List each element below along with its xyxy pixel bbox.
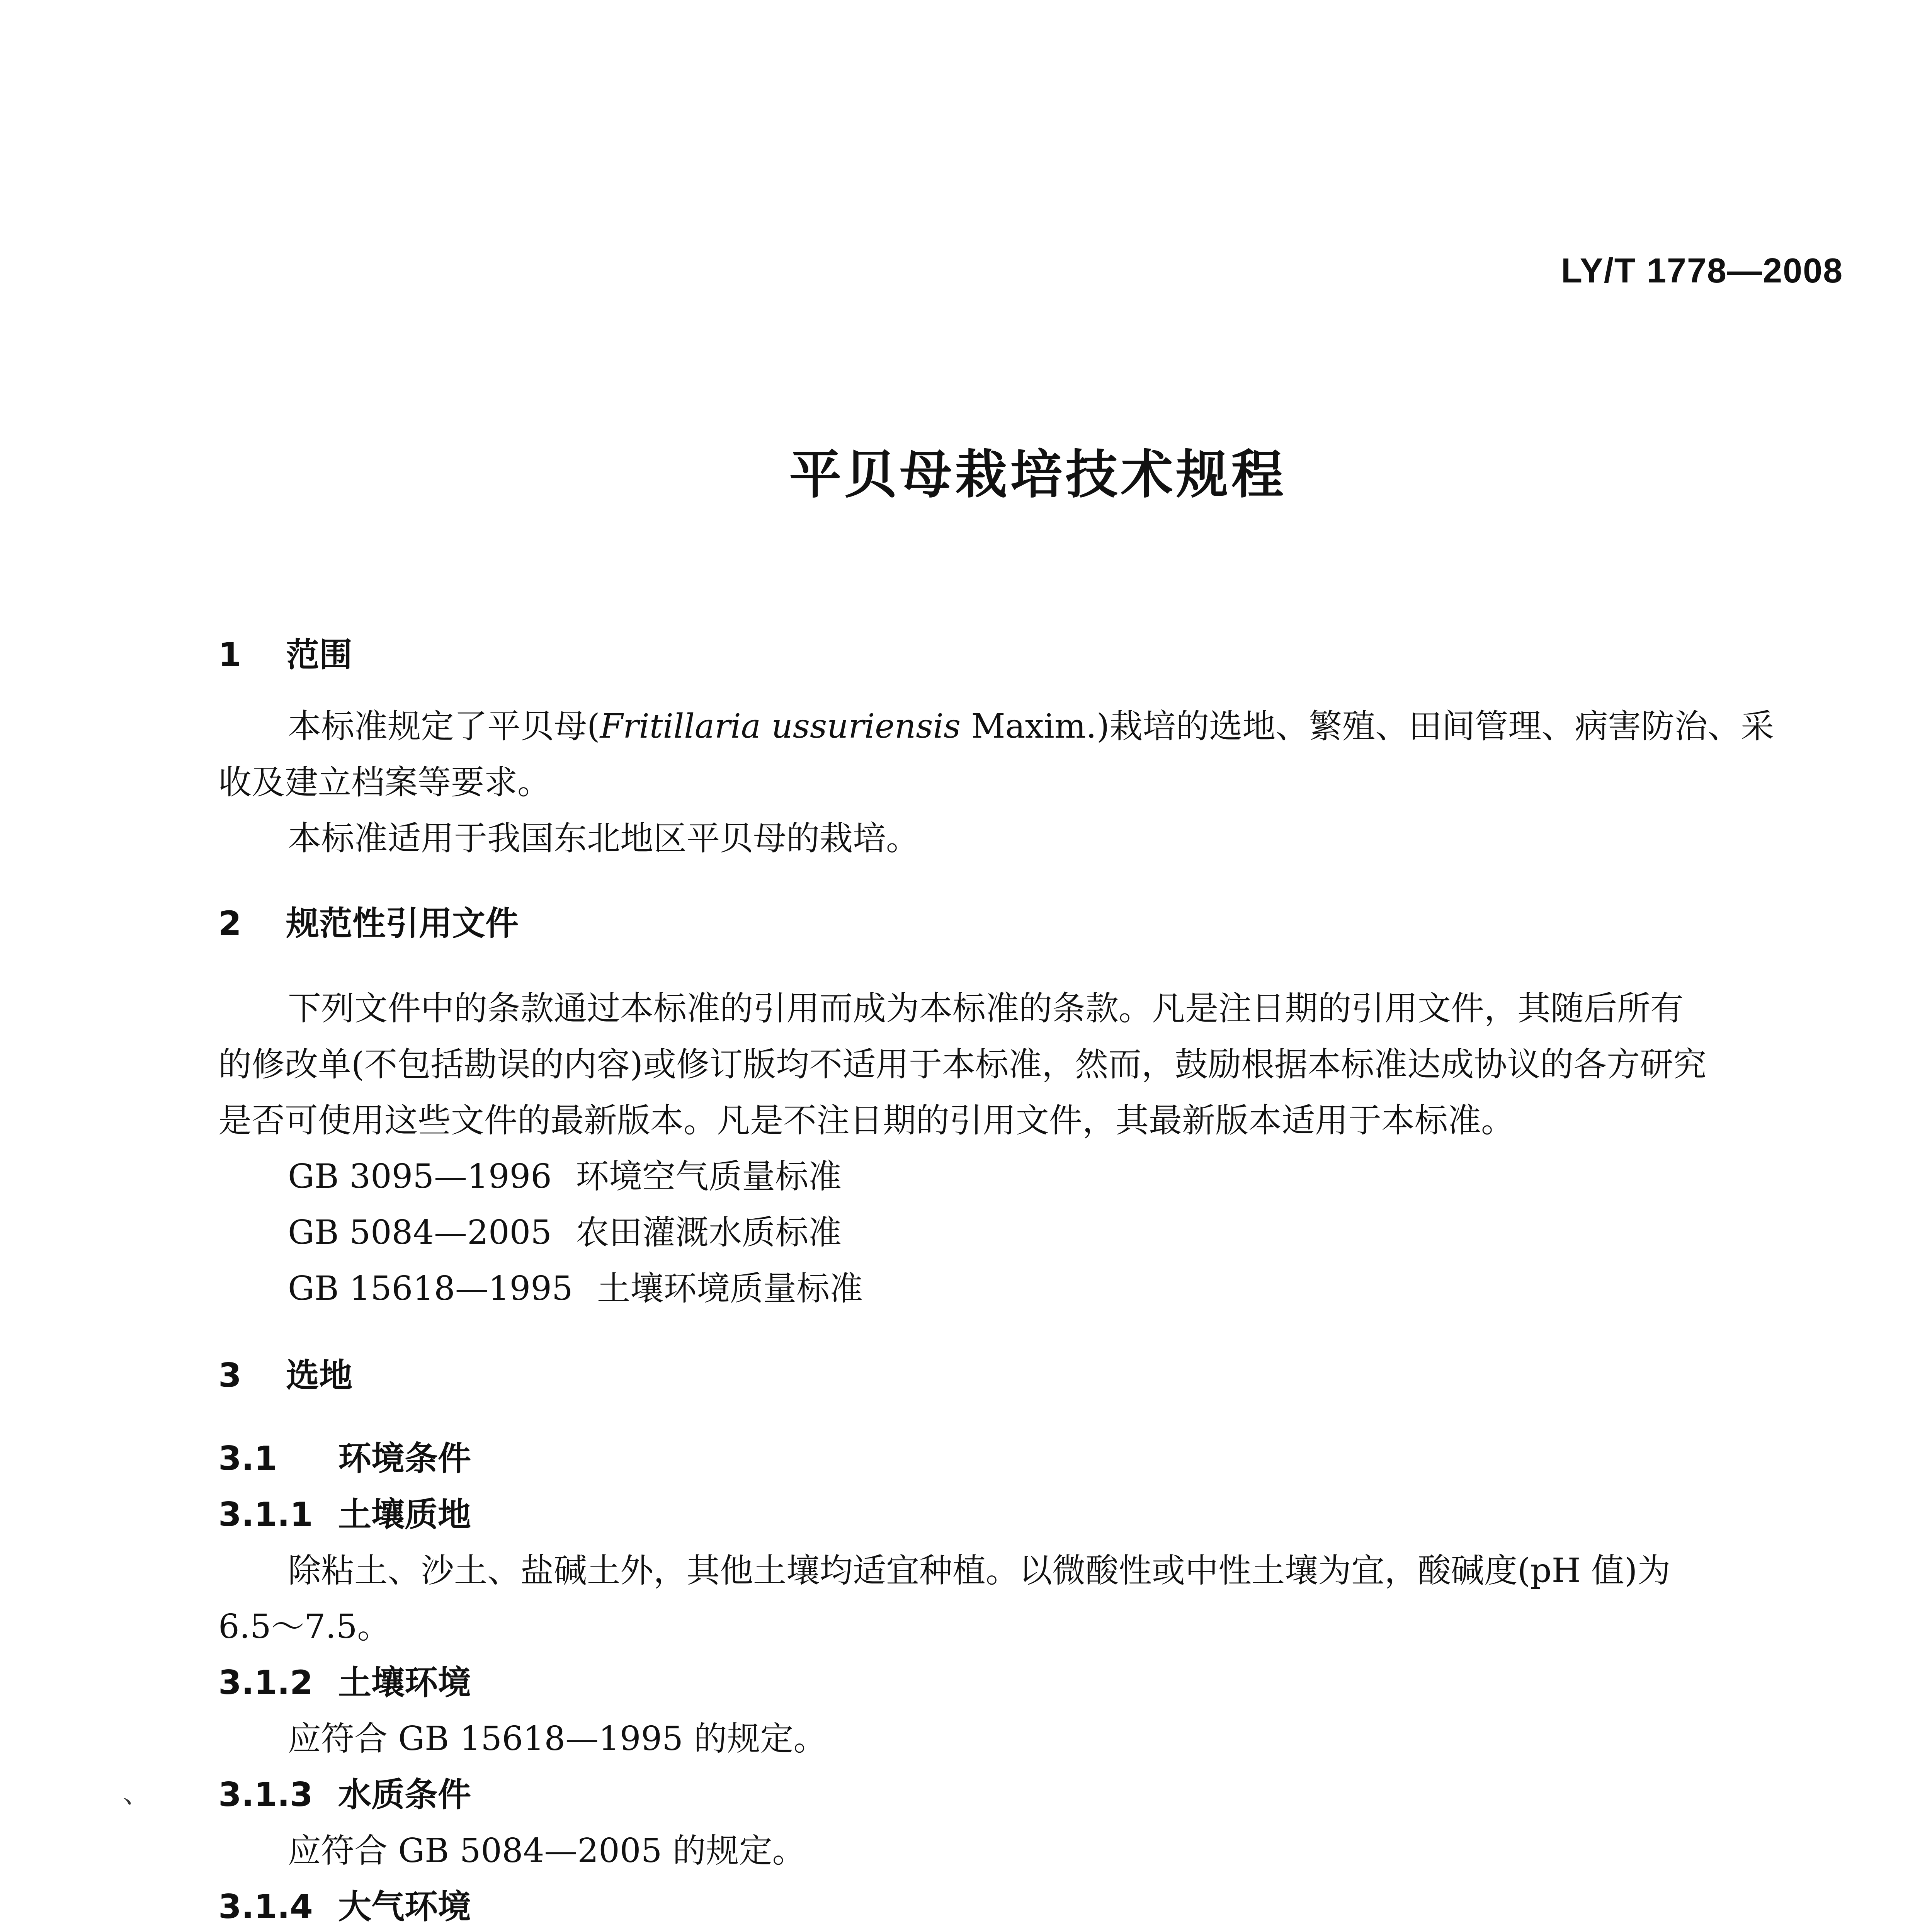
reference-item: [288, 1150, 842, 1197]
reference-name: 环境空气质量标准: [576, 1157, 842, 1196]
clause-title: 土壤环境: [338, 1663, 471, 1702]
text: Maxim.)栽培的选地、繁殖、田间管理、病害防治、采: [961, 707, 1774, 746]
clause-3-1-1-text-line-2: 6.5～7.5。: [218, 1607, 391, 1646]
clause-title: 大气环境: [338, 1888, 471, 1926]
reference-item: [288, 1206, 842, 1253]
standard-code: LY/T 1778—2008: [1561, 252, 1844, 290]
section-3-heading: [218, 1349, 352, 1396]
section-number: 3: [218, 1356, 242, 1395]
clause-3-1-1-heading: [218, 1488, 471, 1536]
clause-title: 土壤质地: [338, 1495, 471, 1534]
subsection-3-1-heading: [218, 1432, 471, 1480]
section-title: 规范性引用文件: [286, 904, 519, 943]
document-title: 平贝母栽培技术规程: [789, 444, 1287, 505]
text: 本标准规定了平贝母(: [288, 707, 600, 746]
section-number: 2: [218, 904, 242, 943]
clause-3-1-1-text-line-1: 除粘土、沙土、盐碱土外，其他土壤均适宜种植。以微酸性或中性土壤为宜，酸碱度(pH 值)为: [288, 1551, 1671, 1590]
section-2-paragraph-line-1: 下列文件中的条款通过本标准的引用而成为本标准的条款。凡是注日期的引用文件，其随后所有: [288, 989, 1684, 1028]
reference-code: GB 3095—1996: [288, 1157, 552, 1196]
clause-number: 3.1.3: [218, 1776, 313, 1814]
clause-title: 水质条件: [338, 1776, 471, 1814]
subsection-number: 3.1: [218, 1439, 277, 1478]
section-title: 范围: [286, 636, 352, 674]
section-number: 1: [218, 636, 242, 674]
scan-mark: 、: [123, 1777, 150, 1809]
clause-number: 3.1.2: [218, 1663, 313, 1702]
section-1-paragraph-1-line-1: [288, 699, 1774, 747]
clause-3-1-2-heading: [218, 1656, 471, 1704]
clause-3-1-4-heading: [218, 1880, 471, 1928]
clause-number: 3.1.4: [218, 1888, 313, 1926]
reference-code: GB 15618—1995: [288, 1269, 573, 1308]
species-name: Fritillaria ussuriensis: [600, 707, 961, 746]
reference-item: [288, 1262, 863, 1310]
section-2-paragraph-line-3: 是否可使用这些文件的最新版本。凡是不注日期的引用文件，其最新版本适用于本标准。: [218, 1101, 1514, 1140]
reference-name: 土壤环境质量标准: [597, 1269, 863, 1308]
clause-3-1-3-heading: [218, 1768, 471, 1816]
clause-number: 3.1.1: [218, 1495, 313, 1534]
section-2-paragraph-line-2: 的修改单(不包括勘误的内容)或修订版均不适用于本标准，然而，鼓励根据本标准达成协议的各方研究: [218, 1045, 1707, 1084]
section-1-paragraph-2: 本标准适用于我国东北地区平贝母的栽培。: [288, 819, 919, 858]
clause-3-1-2-text: 应符合 GB 15618—1995 的规定。: [288, 1719, 827, 1758]
reference-name: 农田灌溉水质标准: [576, 1213, 842, 1252]
clause-3-1-3-text: 应符合 GB 5084—2005 的规定。: [288, 1832, 806, 1870]
section-1-heading: [218, 628, 352, 676]
subsection-title: 环境条件: [338, 1439, 471, 1478]
section-2-heading: [218, 896, 519, 944]
section-1-paragraph-1-line-2: 收及建立档案等要求。: [218, 763, 551, 802]
reference-code: GB 5084—2005: [288, 1213, 552, 1252]
section-title: 选地: [286, 1356, 352, 1395]
